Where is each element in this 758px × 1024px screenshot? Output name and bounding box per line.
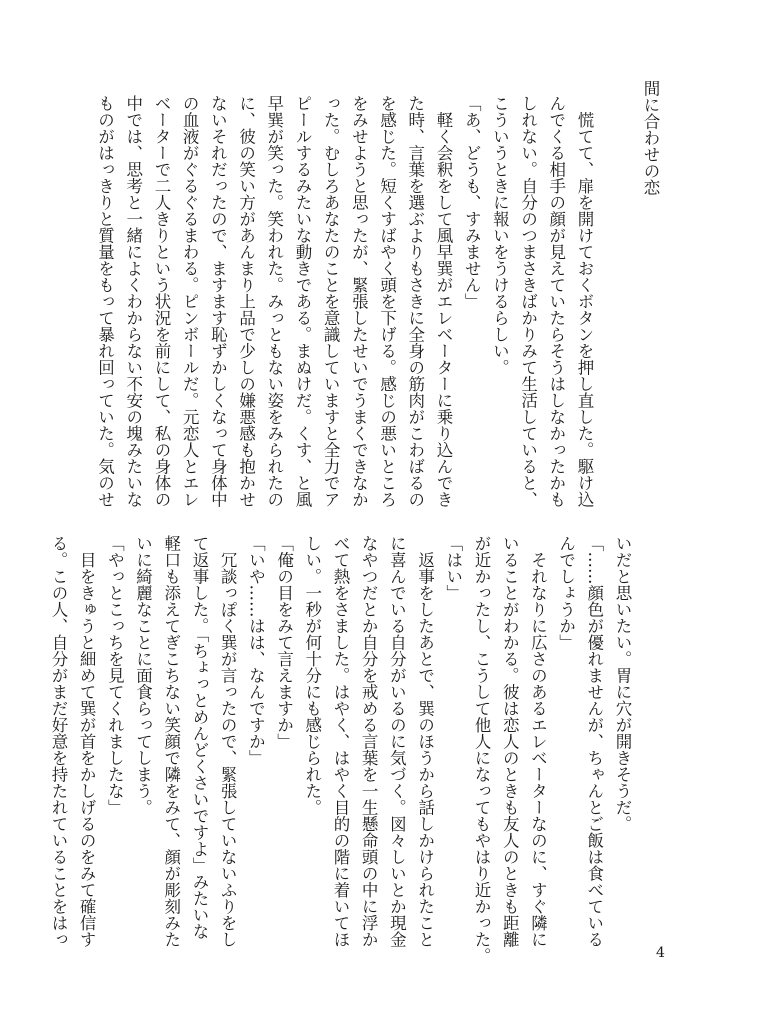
text-line: しい。一秒が何十分にも感じられた。 xyxy=(302,535,322,816)
text-line: 冗談っぽく巽が言ったので、緊張していないふりをし xyxy=(218,535,238,948)
text-line: 軽く会釈をして風早巽がエレベーターに乗り込んでき xyxy=(433,95,453,508)
text-line: ないそれだったので、ますます恥ずかしくなって身体中 xyxy=(208,95,228,508)
text-line: いることがわかる。彼は恋人のときも友人のときも距離 xyxy=(500,535,520,948)
text-line: 「……顔色が優れませんが、ちゃんとご飯は食べている xyxy=(584,535,604,948)
text-line: 早巽が笑った。笑われた。みっともない姿をみられたの xyxy=(264,95,284,508)
text-line: に喜んでいる自分がいるのに気づく。図々しいとか現金 xyxy=(387,535,407,948)
text-line: った。むしろあなたのことを意識していますと全力でア xyxy=(321,95,341,508)
text-line: が近かったし、こうして他人になってもやはり近かった。 xyxy=(471,535,491,964)
text-line: 慌てて、扉を開けておくボタンを押し直した。駆け込 xyxy=(575,95,594,508)
text-line: をみせようと思ったが、緊張したせいでうまくできなか xyxy=(349,95,369,508)
text-line: 目をきゅうと細めて巽が首をかしげるのをみて確信す xyxy=(77,535,97,948)
text-line: 返事をしたあとで、巽のほうから話しかけられたこと xyxy=(415,535,435,948)
text-line: こういうときに報いをうけるらしい。 xyxy=(490,95,510,376)
text-line: 「あ、どうも、すみません」 xyxy=(462,95,482,310)
text-line: ベーターで二人きりという状況を前にして、私の身体の xyxy=(151,95,171,508)
text-line: ピールするみたいな動きである。まぬけだ。くす、と風 xyxy=(292,95,312,508)
page-number: 4 xyxy=(656,945,665,961)
text-line: いに綺麗なことに面食らってしまう。 xyxy=(133,535,153,816)
text-line: いだと思いたい。胃に穴が開きそうだ。 xyxy=(613,535,632,832)
text-line: しれない。自分のつまさきばかりみて生活していると、 xyxy=(518,95,538,508)
text-line: 軽口も添えてぎこちない笑顔で隣をみて、顔が彫刻みた xyxy=(161,535,181,948)
text-line: を感じた。短くすばやく頭を下げる。感じの悪いところ xyxy=(377,95,397,508)
text-line: る。この人、自分がまだ好意を持たれていることをはっ xyxy=(48,535,68,948)
text-line: それなりに広さのあるエレベーターなのに、すぐ隣に xyxy=(528,535,548,948)
text-line: 「はい」 xyxy=(443,535,463,601)
top-text-block xyxy=(90,95,598,508)
text-line: んでしょうか」 xyxy=(556,535,576,651)
chapter-title-block xyxy=(634,80,664,196)
text-line: の血液がぐるぐるまわる。ピンボールだ。元恋人とエレ xyxy=(180,95,200,508)
text-line: 「いや……はは、なんですか」 xyxy=(246,535,266,766)
text-line: 「やっとこっちを見てくれましたな」 xyxy=(105,535,125,816)
text-line: 中では、思考と一緒によくわからない不安の塊みたいな xyxy=(123,95,143,508)
text-line: ものがはっきりと質量をもって暴れ回っていた。気のせ xyxy=(95,95,115,508)
chapter-title: 間に合わせの恋 xyxy=(641,80,660,196)
text-line: た時、言葉を選ぶよりもさきに全身の筋肉がこわばるの xyxy=(405,95,425,508)
text-line: べて熱をさました。はやく、はやく目的の階に着いてほ xyxy=(330,535,350,948)
text-line: に、彼の笑い方があんまり上品で少しの嫌悪感も抱かせ xyxy=(236,95,256,508)
text-line: 「俺の目をみて言えますか」 xyxy=(274,535,294,750)
bottom-text-block xyxy=(44,535,636,964)
text-line: なやつだとか自分を戒める言葉を一生懸命頭の中に浮か xyxy=(359,535,379,948)
text-line: んでくる相手の顔が見えていたらそうはしなかったかも xyxy=(546,95,566,508)
text-line: て返事した。「ちょっとめんどくさいですよ」みたいな xyxy=(189,535,209,940)
